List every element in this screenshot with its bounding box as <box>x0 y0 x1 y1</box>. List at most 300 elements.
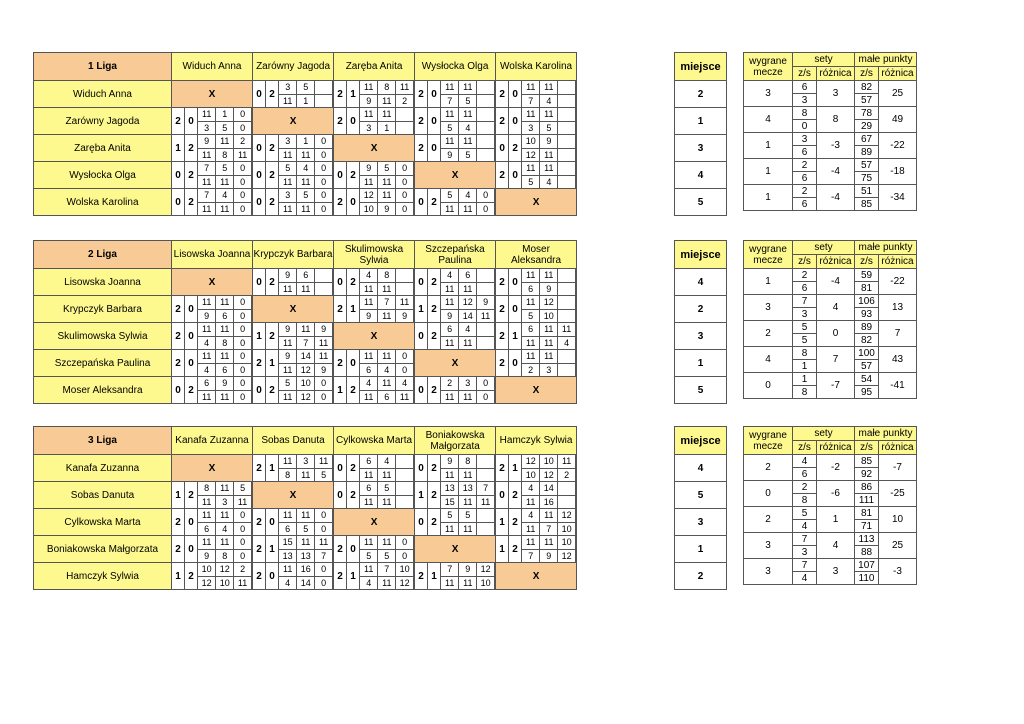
set-score: 2 <box>234 563 252 576</box>
sets-diff-value: 3 <box>817 81 855 107</box>
set-score: 11 <box>378 576 396 589</box>
sets-lost: 0 <box>509 269 522 296</box>
placement-value: 4 <box>675 269 727 296</box>
set-score: 6 <box>441 323 459 336</box>
points-lost-total: 29 <box>855 120 879 133</box>
sets-lost: 2 <box>428 482 441 509</box>
row-header-player: Wysłocka Olga <box>34 162 172 189</box>
column-header-player: Lisowska Joanna <box>172 241 253 269</box>
sets-lost: 0 <box>347 350 360 377</box>
set-score: 3 <box>522 121 540 134</box>
row-header-player: Widuch Anna <box>34 81 172 108</box>
game-scores <box>279 377 334 404</box>
sets-won: 2 <box>334 108 347 135</box>
sets-won: 2 <box>334 296 347 323</box>
game-scores <box>198 162 253 189</box>
set-score <box>477 336 495 349</box>
sets-diff-value: 4 <box>817 295 855 321</box>
set-score: 11 <box>297 175 315 188</box>
column-header-player: Moser Aleksandra <box>496 241 577 269</box>
set-score: 4 <box>459 189 477 202</box>
set-score: 11 <box>198 390 216 403</box>
sets-lost: 1 <box>509 323 522 350</box>
game-scores <box>198 536 253 563</box>
sets-header: sety <box>793 53 855 67</box>
game-scores-grid <box>441 269 495 295</box>
placement-value: 1 <box>675 536 727 563</box>
column-header-player: Skulimowska Sylwia <box>334 241 415 269</box>
game-scores-grid <box>360 81 414 107</box>
sets-zs-header: z/s <box>793 441 817 455</box>
set-score: 11 <box>216 390 234 403</box>
placement-header: miejsce <box>675 427 727 455</box>
set-score: 13 <box>297 549 315 562</box>
set-score: 10 <box>540 309 558 322</box>
set-score: 0 <box>396 202 414 215</box>
set-score: 1 <box>378 121 396 134</box>
placement-value: 5 <box>675 377 727 404</box>
set-score: 5 <box>378 162 396 175</box>
set-score: 9 <box>360 309 378 322</box>
game-scores <box>279 162 334 189</box>
sets-won: 2 <box>253 455 266 482</box>
sets-won: 0 <box>253 81 266 108</box>
game-scores-grid <box>441 455 495 481</box>
game-scores <box>522 482 577 509</box>
set-score: 0 <box>234 309 252 322</box>
player-row <box>34 323 577 350</box>
game-scores-grid <box>360 455 414 481</box>
points-lost-total: 75 <box>855 172 879 185</box>
row-header-player: Lisowska Joanna <box>34 269 172 296</box>
set-score: 11 <box>378 189 396 202</box>
set-score: 1 <box>297 135 315 148</box>
game-scores-grid <box>279 536 333 562</box>
set-score: 0 <box>315 148 333 161</box>
set-score: 3 <box>459 377 477 390</box>
points-header: małe punkty <box>855 427 917 441</box>
set-score: 4 <box>522 482 540 495</box>
game-scores-grid <box>522 81 576 107</box>
game-scores-grid <box>279 323 333 349</box>
set-score: 11 <box>558 455 576 468</box>
set-score: 11 <box>297 323 315 336</box>
set-score: 4 <box>540 94 558 107</box>
set-score: 8 <box>198 482 216 495</box>
column-header-player: Kanafa Zuzanna <box>172 427 253 455</box>
set-score: 11 <box>459 108 477 121</box>
set-score: 11 <box>459 81 477 94</box>
sets-lost: 0 <box>428 108 441 135</box>
sets-lost: 2 <box>185 482 198 509</box>
set-score: 11 <box>459 468 477 481</box>
set-score: 12 <box>558 549 576 562</box>
set-score: 2 <box>396 94 414 107</box>
sets-diff-value: 1 <box>817 507 855 533</box>
game-scores-grid <box>198 135 252 161</box>
set-score <box>558 121 576 134</box>
points-diff-value: 7 <box>879 321 917 347</box>
points-won-total: 81 <box>855 507 879 520</box>
game-scores-grid <box>441 377 495 403</box>
sets-diff-value: -2 <box>817 455 855 481</box>
sets-won: 0 <box>253 135 266 162</box>
set-score: 11 <box>441 108 459 121</box>
sets-diff-header: różnica <box>817 441 855 455</box>
set-score: 11 <box>441 81 459 94</box>
set-score: 11 <box>378 468 396 481</box>
stats-table <box>743 52 917 211</box>
set-score: 11 <box>198 495 216 508</box>
set-score: 5 <box>297 189 315 202</box>
set-score: 11 <box>396 81 414 94</box>
set-score: 3 <box>540 363 558 376</box>
set-score: 7 <box>441 563 459 576</box>
sets-won-total: 3 <box>793 133 817 146</box>
set-score: 0 <box>477 390 495 403</box>
game-scores-grid <box>360 482 414 508</box>
sets-lost: 2 <box>266 323 279 350</box>
set-score: 11 <box>540 509 558 522</box>
game-scores-grid <box>522 135 576 161</box>
points-won-total: 67 <box>855 133 879 146</box>
set-score: 4 <box>297 162 315 175</box>
league-table <box>33 240 577 404</box>
set-score <box>477 121 495 134</box>
points-zs-header: z/s <box>855 67 879 81</box>
set-score: 11 <box>216 536 234 549</box>
set-score: 11 <box>360 495 378 508</box>
sets-diff-value: -4 <box>817 159 855 185</box>
game-scores-grid <box>441 189 495 215</box>
points-lost-total: 88 <box>855 546 879 559</box>
set-score: 5 <box>360 549 378 562</box>
set-score: 11 <box>198 296 216 309</box>
set-score <box>396 468 414 481</box>
placement-value: 2 <box>675 296 727 323</box>
sets-lost: 1 <box>266 536 279 563</box>
self-match-cell: X <box>334 509 415 536</box>
set-score: 11 <box>477 309 495 322</box>
set-score: 0 <box>396 350 414 363</box>
game-scores-grid <box>360 269 414 295</box>
set-score <box>396 108 414 121</box>
placement-value: 2 <box>675 563 727 590</box>
self-match-cell: X <box>253 108 334 135</box>
set-score: 5 <box>279 377 297 390</box>
game-scores <box>522 536 577 563</box>
sets-header: sety <box>793 241 855 255</box>
set-score: 11 <box>522 536 540 549</box>
set-score: 5 <box>378 549 396 562</box>
sets-won: 2 <box>496 162 509 189</box>
wins-value: 1 <box>744 185 793 211</box>
sets-lost: 2 <box>266 189 279 216</box>
set-score <box>558 495 576 508</box>
row-header-player: Cylkowska Marta <box>34 509 172 536</box>
row-header-player: Moser Aleksandra <box>34 377 172 404</box>
set-score: 9 <box>441 455 459 468</box>
sets-won: 2 <box>172 509 185 536</box>
set-score <box>558 108 576 121</box>
set-score: 12 <box>297 363 315 376</box>
set-score: 3 <box>216 495 234 508</box>
sets-lost: 2 <box>266 162 279 189</box>
sets-lost: 2 <box>428 189 441 216</box>
set-score: 9 <box>540 549 558 562</box>
sets-lost: 0 <box>185 108 198 135</box>
set-score: 11 <box>540 350 558 363</box>
set-score: 4 <box>360 576 378 589</box>
points-won-total: 59 <box>855 269 879 282</box>
set-score: 11 <box>522 522 540 535</box>
sets-diff-header: różnica <box>817 255 855 269</box>
set-score: 11 <box>540 323 558 336</box>
set-score <box>477 323 495 336</box>
set-score: 11 <box>540 162 558 175</box>
game-scores <box>360 536 415 563</box>
results-matrix <box>33 426 577 590</box>
set-score: 11 <box>216 350 234 363</box>
set-score: 11 <box>540 81 558 94</box>
set-score: 11 <box>441 135 459 148</box>
game-scores-grid <box>441 509 495 535</box>
placement-value: 4 <box>675 162 727 189</box>
sets-won: 1 <box>415 482 428 509</box>
set-score: 14 <box>540 482 558 495</box>
set-score: 7 <box>198 162 216 175</box>
set-score: 5 <box>522 175 540 188</box>
set-score: 11 <box>360 81 378 94</box>
set-score: 9 <box>315 323 333 336</box>
sets-won: 2 <box>172 536 185 563</box>
wins-value: 4 <box>744 107 793 133</box>
player-row <box>34 350 577 377</box>
set-score: 12 <box>558 509 576 522</box>
set-score: 4 <box>378 455 396 468</box>
game-scores <box>522 81 577 108</box>
set-score <box>477 455 495 468</box>
player-row <box>34 189 577 216</box>
row-header-player: Sobas Danuta <box>34 482 172 509</box>
set-score: 11 <box>441 468 459 481</box>
set-score: 13 <box>279 549 297 562</box>
set-score: 11 <box>234 576 252 589</box>
set-score: 0 <box>315 189 333 202</box>
sets-won: 2 <box>172 296 185 323</box>
game-scores-grid <box>522 269 576 295</box>
placement-value: 3 <box>675 509 727 536</box>
points-lost-total: 95 <box>855 386 879 399</box>
stats-table <box>743 426 917 585</box>
set-score: 11 <box>297 202 315 215</box>
set-score: 12 <box>396 576 414 589</box>
set-score: 10 <box>216 576 234 589</box>
sets-won-total: 7 <box>793 533 817 546</box>
points-won-total: 82 <box>855 81 879 94</box>
sets-won: 2 <box>334 189 347 216</box>
points-diff-value: -34 <box>879 185 917 211</box>
points-won-total: 89 <box>855 321 879 334</box>
sets-won: 2 <box>496 108 509 135</box>
game-scores <box>522 323 577 350</box>
league-title: 2 Liga <box>34 241 172 269</box>
set-score: 11 <box>297 509 315 522</box>
sets-won-total: 8 <box>793 107 817 120</box>
row-header-player: Szczepańska Paulina <box>34 350 172 377</box>
game-scores <box>198 482 253 509</box>
placement-value: 4 <box>675 455 727 482</box>
set-score: 16 <box>540 495 558 508</box>
player-row <box>34 162 577 189</box>
set-score: 6 <box>522 282 540 295</box>
placement-value: 3 <box>675 323 727 350</box>
game-scores <box>441 509 496 536</box>
sets-lost: 0 <box>347 536 360 563</box>
set-score: 6 <box>279 522 297 535</box>
column-header-player: Hamczyk Sylwia <box>496 427 577 455</box>
sets-won-total: 8 <box>793 347 817 360</box>
set-score: 0 <box>315 202 333 215</box>
game-scores-grid <box>279 377 333 403</box>
sets-won: 0 <box>334 269 347 296</box>
set-score: 0 <box>234 121 252 134</box>
self-match-cell: X <box>496 189 577 216</box>
sets-lost: 2 <box>509 135 522 162</box>
set-score: 10 <box>558 522 576 535</box>
game-scores <box>360 350 415 377</box>
set-score <box>558 309 576 322</box>
sets-won: 2 <box>172 108 185 135</box>
set-score: 11 <box>522 162 540 175</box>
set-score: 11 <box>441 522 459 535</box>
set-score: 0 <box>396 536 414 549</box>
set-score: 0 <box>234 536 252 549</box>
player-row <box>34 296 577 323</box>
sets-lost: 0 <box>347 189 360 216</box>
set-score <box>558 94 576 107</box>
points-won-total: 57 <box>855 159 879 172</box>
set-score: 10 <box>477 576 495 589</box>
game-scores-grid <box>198 323 252 349</box>
game-scores <box>441 189 496 216</box>
set-score: 0 <box>396 363 414 376</box>
set-score: 0 <box>315 563 333 576</box>
set-score: 11 <box>198 509 216 522</box>
set-score: 11 <box>360 282 378 295</box>
set-score: 8 <box>216 336 234 349</box>
set-score: 3 <box>360 121 378 134</box>
placement-table <box>674 426 727 590</box>
set-score: 10 <box>198 563 216 576</box>
set-score: 8 <box>459 455 477 468</box>
set-score: 15 <box>441 495 459 508</box>
set-score: 9 <box>396 309 414 322</box>
game-scores <box>441 135 496 162</box>
sets-won: 0 <box>415 189 428 216</box>
set-score: 5 <box>540 121 558 134</box>
sets-won: 0 <box>172 162 185 189</box>
set-score: 5 <box>378 482 396 495</box>
set-score: 11 <box>540 536 558 549</box>
player-row <box>34 377 577 404</box>
set-score: 7 <box>378 296 396 309</box>
set-score: 8 <box>378 81 396 94</box>
wins-value: 3 <box>744 295 793 321</box>
game-scores <box>279 323 334 350</box>
points-diff-header: różnica <box>879 441 917 455</box>
set-score: 9 <box>459 563 477 576</box>
game-scores <box>441 482 496 509</box>
set-score <box>558 81 576 94</box>
set-score: 4 <box>360 269 378 282</box>
sets-won-total: 7 <box>793 295 817 308</box>
set-score: 11 <box>540 108 558 121</box>
set-score: 11 <box>198 536 216 549</box>
game-scores <box>360 81 415 108</box>
sets-lost: 0 <box>185 536 198 563</box>
sets-lost: 2 <box>185 135 198 162</box>
game-scores-grid <box>198 563 252 589</box>
set-score: 11 <box>198 175 216 188</box>
set-score: 11 <box>522 296 540 309</box>
wins-header: wygrane mecze <box>744 427 793 455</box>
set-score: 0 <box>396 549 414 562</box>
set-score: 0 <box>315 162 333 175</box>
self-match-cell: X <box>496 377 577 404</box>
set-score: 9 <box>216 377 234 390</box>
game-scores-grid <box>279 509 333 535</box>
sets-diff-value: -4 <box>817 269 855 295</box>
set-score <box>558 175 576 188</box>
sets-lost-total: 3 <box>793 546 817 559</box>
set-score: 4 <box>279 576 297 589</box>
column-header-player: Szczepańska Paulina <box>415 241 496 269</box>
set-score: 11 <box>360 108 378 121</box>
self-match-cell: X <box>334 135 415 162</box>
wins-value: 1 <box>744 269 793 295</box>
points-header: małe punkty <box>855 241 917 255</box>
game-scores-grid <box>360 377 414 403</box>
sets-lost: 0 <box>509 81 522 108</box>
points-lost-total: 85 <box>855 198 879 211</box>
sets-lost: 0 <box>347 108 360 135</box>
game-scores-grid <box>522 162 576 188</box>
points-won-total: 86 <box>855 481 879 494</box>
player-row <box>34 536 577 563</box>
game-scores-grid <box>522 482 576 508</box>
sets-won: 2 <box>334 536 347 563</box>
set-score: 11 <box>477 495 495 508</box>
game-scores-grid <box>360 350 414 376</box>
sets-lost-total: 6 <box>793 282 817 295</box>
set-score: 9 <box>198 309 216 322</box>
points-lost-total: 89 <box>855 146 879 159</box>
sets-lost-total: 5 <box>793 334 817 347</box>
game-scores <box>279 269 334 296</box>
set-score: 9 <box>540 282 558 295</box>
set-score: 16 <box>297 563 315 576</box>
game-scores-grid <box>279 135 333 161</box>
set-score: 11 <box>297 536 315 549</box>
points-diff-value: -41 <box>879 373 917 399</box>
wins-value: 2 <box>744 321 793 347</box>
set-score: 0 <box>234 202 252 215</box>
sets-lost: 1 <box>428 563 441 590</box>
game-scores <box>441 563 496 590</box>
set-score: 0 <box>234 162 252 175</box>
sets-lost: 1 <box>266 350 279 377</box>
